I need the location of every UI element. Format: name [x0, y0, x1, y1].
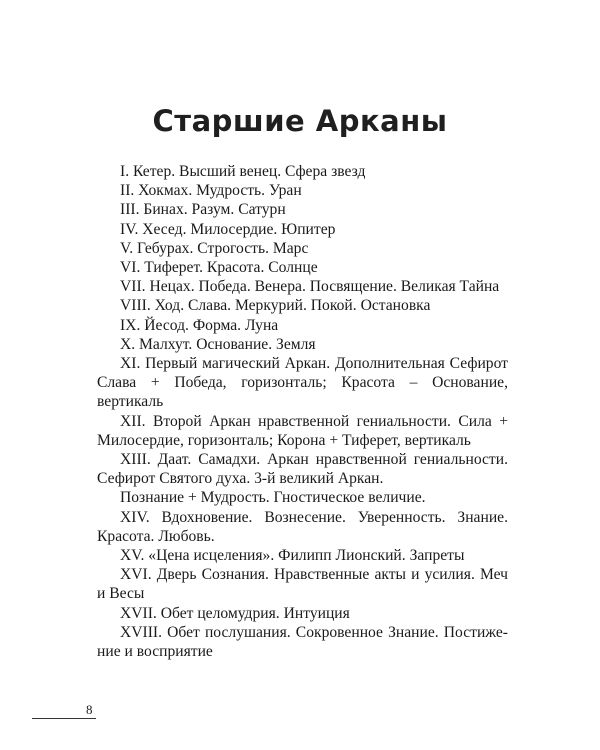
- page-title: Старшие Арканы: [152, 104, 448, 138]
- arcana-item-4: IV. Хесед. Милосердие. Юпитер: [120, 220, 336, 238]
- arcana-item-15: XV. «Цена исцеления». Филипп Лионский. Запреты: [120, 547, 465, 565]
- arcana-item-1: I. Кетер. Высший венец. Сфера звезд: [120, 163, 366, 180]
- arcana-item-3: III. Бинах. Разум. Сатурн: [120, 201, 286, 219]
- arcana-item-6: VI. Тиферет. Красота. Солнце: [120, 259, 318, 277]
- arcana-item-13-continuation: Познание + Мудрость. Гностическое величие.: [120, 489, 426, 507]
- arcana-list: [97, 162, 508, 661]
- arcana-item-13: [97, 450, 508, 508]
- footer-rule: [32, 718, 96, 719]
- arcana-item-5: V. Гебурах. Строгость. Марс: [120, 239, 309, 257]
- arcana-item-7: VII. Нецах. Победа. Венера. Посвящение. Великая Тайна: [120, 278, 500, 296]
- arcana-item-10: X. Малхут. Основание. Земля: [120, 335, 316, 353]
- arcana-item-11: XI. Первый магический Аркан. Дополнительная Сефирот Слава + Победа, горизонталь; Красота – Основание, вертикаль: [97, 355, 508, 411]
- page-number: 8: [86, 702, 93, 717]
- arcana-item-14: XIV. Вдохновение. Вознесение. Уверенность. Знание. Красота. Любовь.: [97, 508, 508, 545]
- arcana-item-2: II. Хокмах. Мудрость. Уран: [120, 182, 302, 200]
- arcana-item-12: XII. Второй Аркан нравственной гениальности. Сила + Милосердие, горизонталь; Корона + Тиферет, вертикаль: [97, 412, 508, 449]
- arcana-item-9: IX. Йесод. Форма. Луна: [120, 316, 279, 334]
- arcana-item-18: XVIII. Обет послушания. Сокровенное Знание. Постижение и восприятие: [97, 623, 508, 661]
- arcana-item-8: VIII. Ход. Слава. Меркурий. Покой. Остановка: [120, 297, 431, 315]
- arcana-item-16: XVI. Дверь Сознания. Нравственные акты и усилия. Меч и Весы: [97, 566, 508, 603]
- arcana-item-17: XVII. Обет целомудрия. Интуиция: [120, 604, 350, 622]
- arcana-item-13-text: XIII. Даат. Самадхи. Аркан нравственной гениальности. Сефирот Святого духа. 3-й великий Аркан.: [97, 451, 508, 488]
